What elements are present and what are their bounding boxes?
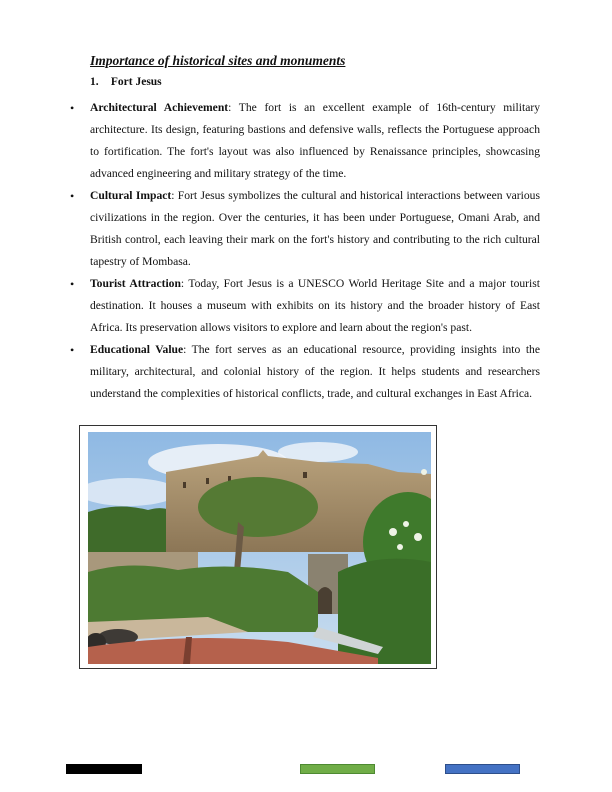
bullet-text: : The fort is an excellent example of 16th-century military architecture. Its design, featuring bastions and defensive walls, reflects the Portuguese approach to fortification. The fort's layout was also influenced by Renaissance principles, showcasing advanced engineering and military strategy of the time. bbox=[90, 101, 540, 180]
window bbox=[206, 478, 209, 484]
bullet-text: : Fort Jesus symbolizes the cultural and historical interactions between various civilizations in the region. Over the centuries, it has been under Portuguese, Omani Arab, and British control, each leaving their mark on the fort's history and contributing to the rich cultural tapestry of Mombasa. bbox=[90, 189, 540, 268]
subheading-number: 1. bbox=[90, 76, 99, 88]
fort-photo-illustration bbox=[88, 432, 431, 664]
bullet-icon: • bbox=[70, 189, 75, 203]
fort-jesus-figure bbox=[79, 425, 437, 669]
window bbox=[183, 482, 186, 488]
bullet-term: Cultural Impact bbox=[90, 189, 172, 202]
tree-canopy bbox=[198, 477, 318, 537]
flower bbox=[421, 469, 427, 475]
bullet-term: Architectural Achievement bbox=[90, 101, 229, 114]
window bbox=[303, 472, 307, 478]
fort-jesus-photo bbox=[88, 432, 431, 664]
greenery-right bbox=[338, 559, 431, 664]
subheading bbox=[90, 76, 162, 88]
bullet-icon: • bbox=[70, 277, 75, 291]
bullet-list bbox=[70, 97, 540, 405]
bullet-text: : Today, Fort Jesus is a UNESCO World Heritage Site and a major tourist destination. It houses a museum with exhibits on its history and the broader history of East Africa. Its preservation allows visitors to explore and learn about the region's past. bbox=[90, 277, 540, 334]
section-heading: Importance of historical sites and monuments bbox=[90, 53, 346, 68]
footer-bar-green bbox=[300, 764, 375, 774]
flower bbox=[403, 521, 409, 527]
bullet-item-educational-value bbox=[70, 339, 540, 405]
footer-bar-black bbox=[66, 764, 142, 774]
bullet-term: Educational Value bbox=[90, 343, 184, 356]
bullet-term: Tourist Attraction bbox=[90, 277, 181, 290]
bullet-icon: • bbox=[70, 101, 75, 115]
bullet-icon: • bbox=[70, 343, 75, 357]
bullet-item-tourist-attraction bbox=[70, 273, 540, 339]
bullet-text: : The fort serves as an educational resource, providing insights into the military, architectural, and colonial history of the region. It helps students and researchers understand the complexities of historical conflicts, trade, and cultural exchanges in East Africa. bbox=[90, 343, 540, 400]
flower bbox=[414, 533, 422, 541]
bullet-item-architectural-achievement bbox=[70, 97, 540, 185]
footer-bar-blue bbox=[445, 764, 520, 774]
flower bbox=[397, 544, 403, 550]
arch bbox=[318, 587, 332, 614]
subheading-title: Fort Jesus bbox=[110, 76, 162, 88]
flower bbox=[389, 528, 397, 536]
bullet-item-cultural-impact bbox=[70, 185, 540, 273]
